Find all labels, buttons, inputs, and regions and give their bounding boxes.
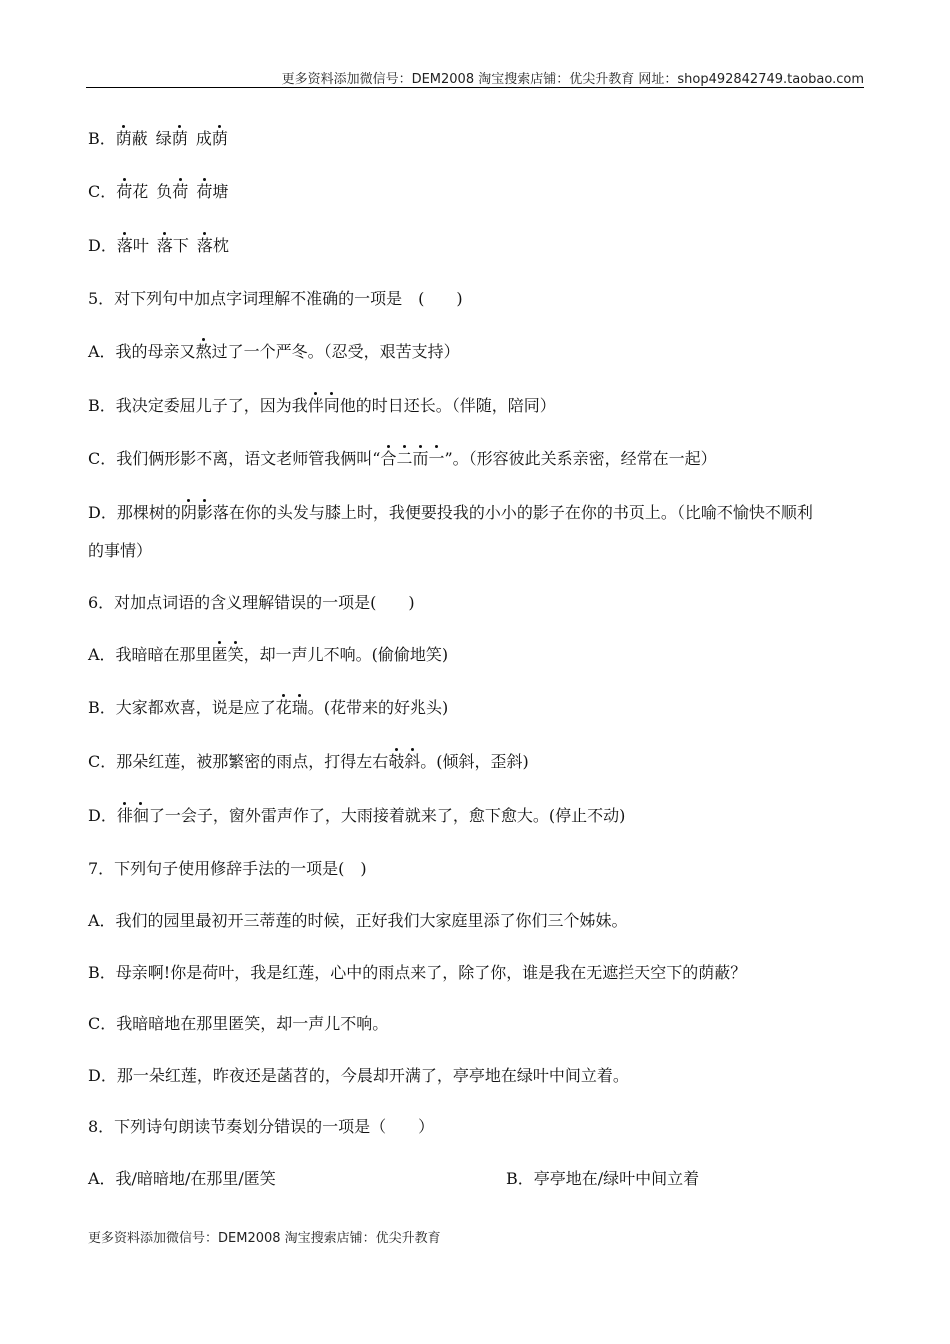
q4-option-b: B．荫蔽 绿荫 成荫	[88, 129, 228, 148]
emphasized-char: 荫	[211, 129, 228, 148]
emphasized-char: 荷	[116, 182, 133, 201]
q8-options-row	[88, 1168, 864, 1190]
q5-option-b: B．我决定委屈儿子了，因为我伴同他的时日还长。（伴随，陪同）	[88, 396, 556, 415]
emphasized-char: 落	[156, 236, 173, 255]
header-divider	[86, 87, 864, 88]
emphasized-char: 荫	[171, 129, 188, 148]
q5-option-c: C．我们俩形影不离，语文老师管我俩叫“合二而一”。（形容彼此关系亲密，经常在一起）	[88, 449, 717, 468]
emphasized-char: 攲	[388, 752, 405, 771]
emphasized-char: 同	[323, 396, 340, 415]
emphasized-char: 瑞	[291, 698, 308, 717]
emphasized-char: 荷	[196, 182, 213, 201]
emphasized-char: 一	[428, 449, 445, 468]
emphasized-char: 徘	[116, 806, 133, 825]
emphasized-char: 笑	[227, 645, 244, 664]
emphasized-char: 落	[196, 236, 213, 255]
q6-option-c: C．那朵红莲，被那繁密的雨点，打得左右攲斜。(倾斜，歪斜)	[88, 752, 529, 771]
emphasized-char: 落	[116, 236, 133, 255]
q7-stem: 7．下列句子使用修辞手法的一项是( )	[88, 859, 367, 878]
emphasized-char: 匿	[211, 645, 228, 664]
emphasized-char: 二	[396, 449, 413, 468]
q5-option-a: A．我的母亲又熬过了一个严冬。（忍受，艰苦支持）	[88, 342, 460, 361]
q5-option-d: D．那棵树的阴影落在你的头发与膝上时，我便要投我的小小的影子在你的书页上。（比喻不愉快不顺利	[88, 503, 813, 522]
q7-option-c: C．我暗暗地在那里匿笑，却一声儿不响。	[88, 1014, 389, 1033]
q7-option-d: D．那一朵红莲，昨夜还是菡苕的，今晨却开满了，亭亭地在绿叶中间立着。	[88, 1066, 629, 1085]
emphasized-char: 影	[196, 503, 213, 522]
q6-stem: 6．对加点词语的含义理解错误的一项是( )	[88, 593, 415, 612]
emphasized-char: 荫	[115, 129, 132, 148]
q6-option-d: D．徘徊了一会子，窗外雷声作了，大雨接着就来了，愈下愈大。(停止不动)	[88, 806, 626, 825]
q6-option-a: A．我暗暗在那里匿笑，却一声儿不响。(偷偷地笑)	[88, 645, 449, 664]
q8-option-b: B．亭亭地在/绿叶中间立着	[506, 1169, 700, 1188]
emphasized-char: 荷	[172, 182, 189, 201]
q6-option-b: B．大家都欢喜，说是应了花瑞。(花带来的好兆头)	[88, 698, 449, 717]
emphasized-char: 伴	[307, 396, 324, 415]
emphasized-char: 斜	[404, 752, 421, 771]
q5-option-d-continued: 的事情）	[88, 541, 153, 560]
q4-option-c: C．荷花 负荷 荷塘	[88, 182, 229, 201]
emphasized-char: 阴	[180, 503, 197, 522]
emphasized-char: 花	[275, 698, 292, 717]
emphasized-char: 徊	[132, 806, 149, 825]
page-footer: 更多资料添加微信号：DEM2008 淘宝搜索店铺：优尖升教育	[88, 1231, 441, 1246]
q8-option-a: A．我/暗暗地/在那里/匿笑	[88, 1169, 276, 1188]
emphasized-char: 熬	[195, 342, 212, 361]
q7-option-b: B．母亲啊!你是荷叶，我是红莲，心中的雨点来了，除了你，谁是我在无遮拦天空下的荫蔽？	[88, 963, 747, 982]
q7-option-a: A．我们的园里最初开三蒂莲的时候，正好我们大家庭里添了你们三个姊妹。	[88, 911, 628, 930]
page-header: 更多资料添加微信号：DEM2008 淘宝搜索店铺：优尖升教育 网址：shop492842749.taobao.com	[281, 72, 864, 87]
emphasized-char: 而	[412, 449, 429, 468]
q8-stem: 8．下列诗句朗读节奏划分错误的一项是（ ）	[88, 1117, 435, 1136]
q4-option-d: D．落叶 落下 落枕	[88, 236, 229, 255]
emphasized-char: 合	[380, 449, 397, 468]
q5-stem: 5．对下列句中加点字词理解不准确的一项是 ( )	[88, 289, 463, 308]
